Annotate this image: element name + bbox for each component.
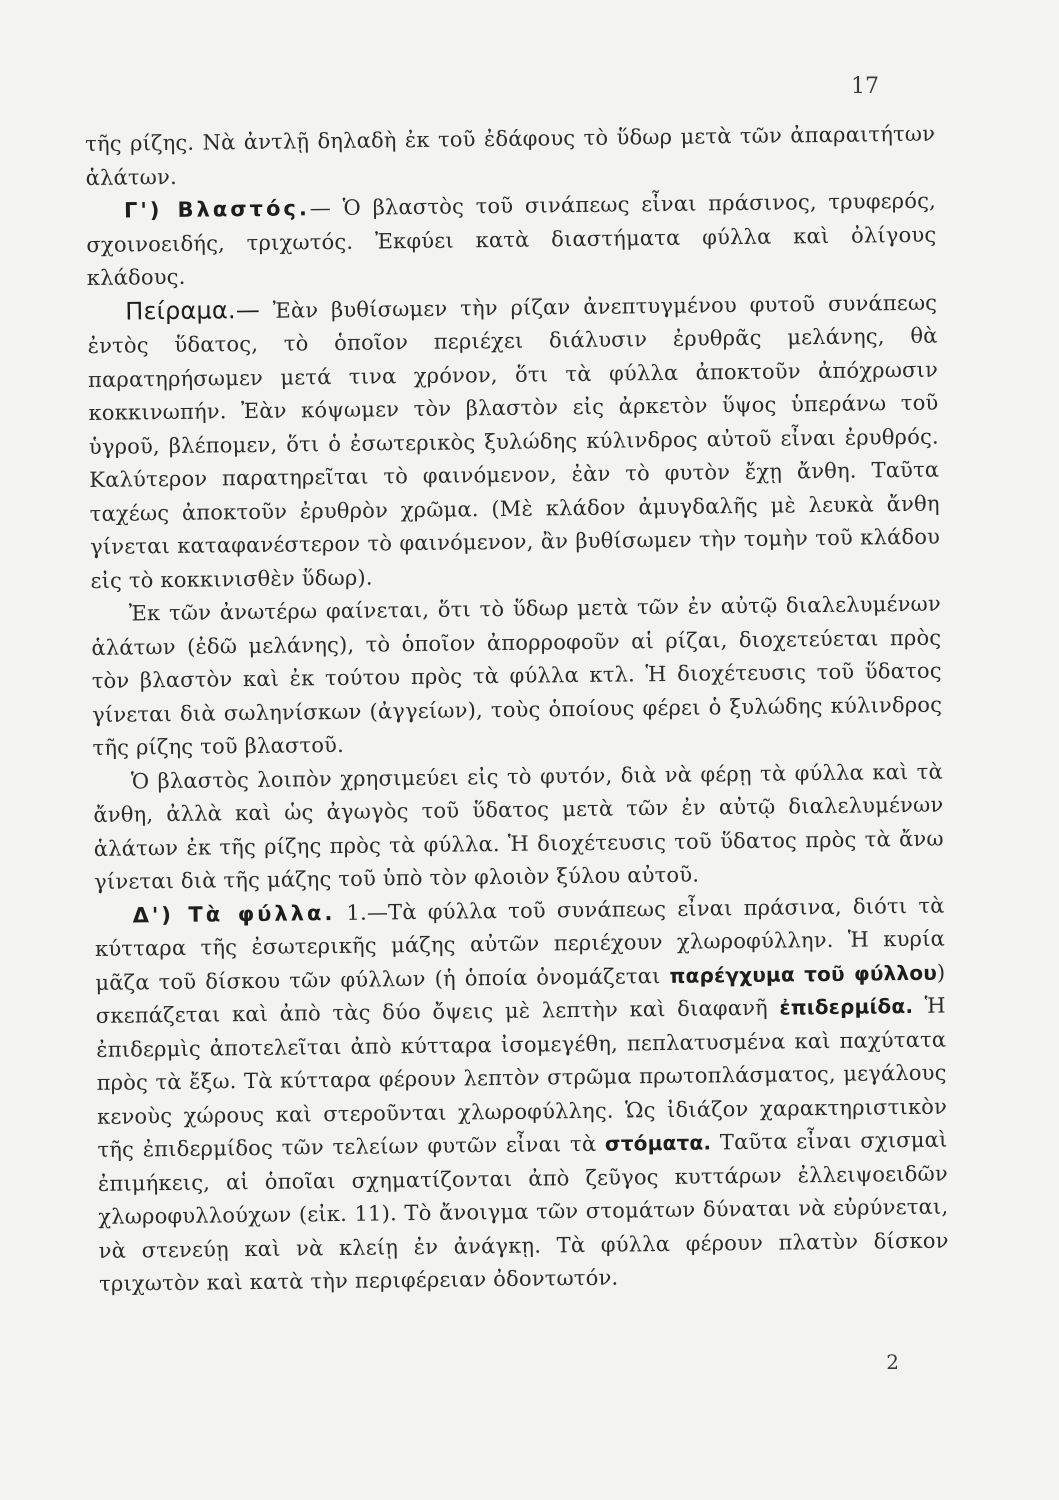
section-leaves-text-4: Ταῦτα εἶναι σχισμαὶ ἐπιμήκεις, αἱ ὁποῖαι σχηματίζονται ἀπὸ ζεῦγος κυττάρων ἐλλειψοειδῶν χλωροφυλλούχων (εἰκ. 11). Τὸ ἄνοιγμα τῶν στομάτων δύναται νὰ εὐρύνεται, νὰ στενεύῃ καὶ νὰ κλείῃ ἐν ἀνάγκῃ. Τὰ φύλλα φέρουν πλατὺν δίσκον τριχωτὸν καὶ κατὰ τὴν περιφέρειαν ὀδοντωτόν. (97, 1127, 949, 1296)
page-text-body (85, 118, 949, 1302)
term-parenchyma: παρέγχυμα τοῦ φύλλου (669, 960, 938, 988)
section-leaves (94, 889, 949, 1301)
section-heading-leaves: Δ') Τὰ φύλλα. (132, 900, 336, 927)
section-leaves-text-3: Ἡ ἐπιδερμὶς ἀποτελεῖται ἀπὸ κύτταρα ἰσομεγέθη, πεπλατυσμένα καὶ παχύτατα πρὸς τὰ ἔξω. Τὰ κύτταρα φέρουν λεπτὸν στρῶμα πρωτοπλάσματος, μεγάλους κενοὺς χώρους καὶ στεροῦνται χλωροφύλλης. Ὡς ἰδιάζον χαρακτηριστικὸν τῆς ἐπιδερμίδος τῶν τελείων φυτῶν εἶναι τὰ (96, 993, 948, 1162)
experiment-text: Ἐὰν βυθίσωμεν τὴν ρίζαν ἀνεπτυγμένου φυτοῦ συνάπεως ἐντὸς ὕδατος, τὸ ὁποῖον περιέχει διάλυσιν ἐρυθρᾶς μελάνης, θὰ παρατηρήσωμεν μετά τινα χρόνον, ὅτι τὰ φύλλα ἀποκτοῦν ἀπόχρωσιν κοκκινωπήν. Ἐὰν κόψωμεν τὸν βλαστὸν εἰς ἀρκετὸν ὕψος ὑπεράνω τοῦ ὑγροῦ, βλέπομεν, ὅτι ὁ ἐσωτερικὸς ξυλώδης κύλινδρος αὐτοῦ εἶναι ἐρυθρός. Καλύτερον παρατηρεῖται τὸ φαινόμενον, ἐὰν τὸ φυτὸν ἔχῃ ἄνθη. Ταῦτα ταχέως ἀποκτοῦν ἐρυθρὸν χρῶμα. (Μὲ κλάδον ἀμυγδαλῆς μὲ λευκὰ ἄνθη γίνεται καταφανέστερον τὸ φαινόμενον, ἂν βυθίσωμεν τὴν τομὴν τοῦ κλάδου εἰς τὸ κοκκινισθὲν ὕδωρ). (87, 290, 941, 593)
experiment-paragraph (87, 285, 941, 598)
paragraph-root-continuation: τῆς ρίζης. Νὰ ἀντλῇ δηλαδὴ ἐκ τοῦ ἐδάφους τὸ ὕδωρ μετὰ τῶν ἀπαραιτήτων ἁλάτων. (85, 121, 936, 190)
section-leaves-text-1: 1.—Τὰ φύλλα τοῦ συνάπεως εἶναι πράσινα, διότι τὰ κύτταρα τῆς ἐσωτερικῆς μάζης αὐτῶν περιέχουν χλωροφύλλην. Ἡ κυρία μᾶζα τοῦ δίσκου τῶν φύλλων (ἡ ὁποία ὀνομάζεται (94, 893, 946, 995)
term-stomata: στόματα. (604, 1130, 712, 1156)
paragraph-stem-use: Ὁ βλαστὸς λοιπὸν χρησιμεύει εἰς τὸ φυτόν, διὰ νὰ φέρῃ τὰ φύλλα καὶ τὰ ἄνθη, ἀλλὰ καὶ ὡς ἀγωγὸς τοῦ ὕδατος μετὰ τῶν ἐν αὐτῷ διαλελυμένων ἁλάτων ἐκ τῆς ρίζης πρὸς τὰ φύλλα. Ἡ διοχέτευσις τοῦ ὕδατος πρὸς τὰ ἄνω γίνεται διὰ τῆς μάζης τοῦ ὑπὸ τὸν φλοιὸν ξύλου αὐτοῦ. (93, 759, 944, 894)
section-stem-text: — Ὁ βλαστὸς τοῦ σινάπεως εἶναι πράσινος, τρυφερός, σχοινοειδής, τριχωτός. Ἐκφύει κατὰ διαστήματα φύλλα καὶ ὀλίγους κλάδους. (86, 188, 937, 290)
signature-mark: 2 (886, 1350, 899, 1374)
term-epidermis: ἐπιδερμίδα. (779, 993, 914, 1020)
section-stem (86, 185, 937, 296)
paragraph-conclusion: Ἐκ τῶν ἀνωτέρω φαίνεται, ὅτι τὸ ὕδωρ μετὰ τῶν ἐν αὐτῷ διαλελυμένων ἁλάτων (ἐδῶ μελάνης), τὸ ὁποῖον ἀπορροφοῦν αἱ ρίζαι, διοχετεύεται πρὸς τὸν βλαστὸν καὶ ἐκ τούτου πρὸς τὰ φύλλα κτλ. Ἡ διοχέτευσις τοῦ ὕδατος γίνεται διὰ σωληνίσκων (ἀγγείων), τοὺς ὁποίους φέρει ὁ ξυλώδης κύλινδρος τῆς ρίζης τοῦ βλαστοῦ. (91, 591, 943, 760)
experiment-heading: Πείραμα.— (125, 295, 261, 326)
section-leaves-text-2: ) σκεπάζεται καὶ ἀπὸ τὰς δύο ὄψεις μὲ λεπτὴν καὶ διαφανῆ (95, 960, 946, 1028)
page-number: 17 (851, 74, 879, 99)
section-heading-stem: Γ') Βλαστός. (123, 196, 310, 223)
